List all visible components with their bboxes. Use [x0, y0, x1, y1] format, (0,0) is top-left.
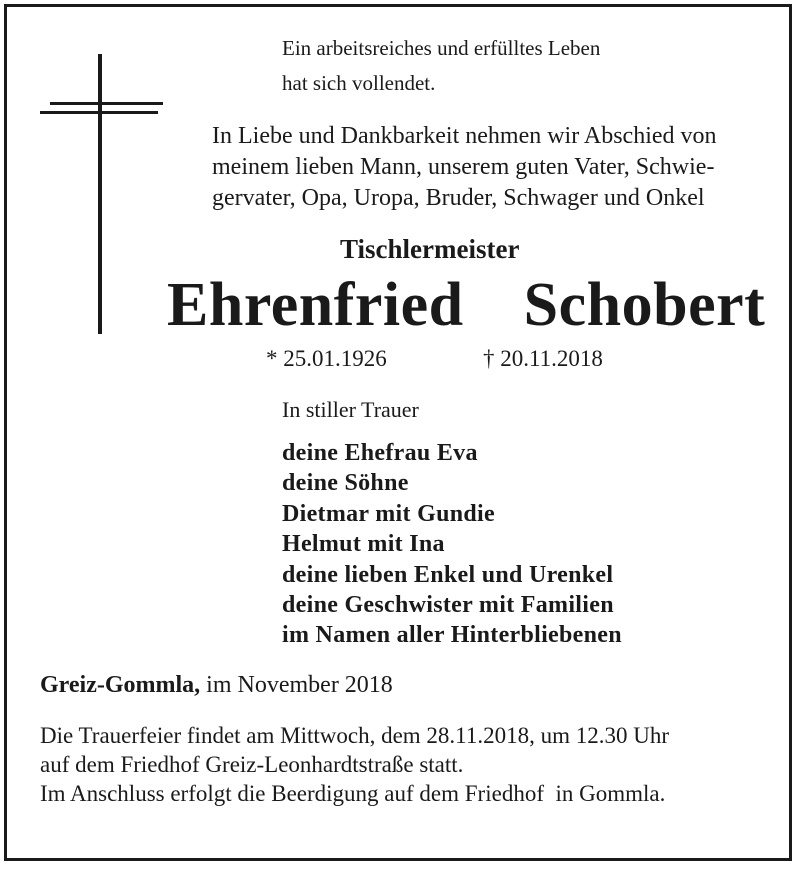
- mourners-list: [282, 438, 622, 651]
- deceased-name: Ehrenfried Schobert: [167, 271, 766, 339]
- funeral-info: [40, 721, 669, 808]
- mourner-line: deine Söhne: [282, 470, 409, 497]
- death-date: † 20.11.2018: [483, 346, 603, 371]
- mourner-line: im Namen aller Hinterbliebenen: [282, 622, 622, 649]
- mourner-line: Helmut mit Ina: [282, 531, 445, 558]
- mourner-line: deine lieben Enkel und Urenkel: [282, 561, 614, 588]
- motto-line-1: Ein arbeitsreiches und erfülltes Leben: [282, 36, 601, 60]
- motto-line-2: hat sich vollendet.: [282, 71, 436, 95]
- funeral-line-3: Im Anschluss erfolgt die Beerdigung auf dem Friedhof in Gommla.: [40, 781, 666, 806]
- intro-line-1: In Liebe und Dankbarkeit nehmen wir Abschied von: [212, 123, 717, 149]
- intro-line-2: meinem lieben Mann, unserem guten Vater, Schwie-: [212, 154, 715, 180]
- intro-line-3: gervater, Opa, Uropa, Bruder, Schwager und Onkel: [212, 185, 705, 211]
- mourner-line: deine Ehefrau Eva: [282, 440, 478, 466]
- birth-date: * 25.01.1926: [266, 346, 387, 371]
- mourner-line: deine Geschwister mit Familien: [282, 592, 614, 619]
- place-month: im November 2018: [200, 672, 393, 698]
- deceased-title: Tischlermeister: [340, 234, 520, 264]
- mourning-heading: In stiller Trauer: [282, 397, 419, 422]
- place-date: [40, 672, 393, 699]
- funeral-line-2: auf dem Friedhof Greiz-Leonhardtstraße statt.: [40, 752, 464, 777]
- place-town: Greiz-Gommla,: [40, 672, 201, 698]
- funeral-line-1: Die Trauerfeier findet am Mittwoch, dem 28.11.2018, um 12.30 Uhr: [40, 723, 669, 748]
- mourner-line: Dietmar mit Gundie: [282, 500, 495, 527]
